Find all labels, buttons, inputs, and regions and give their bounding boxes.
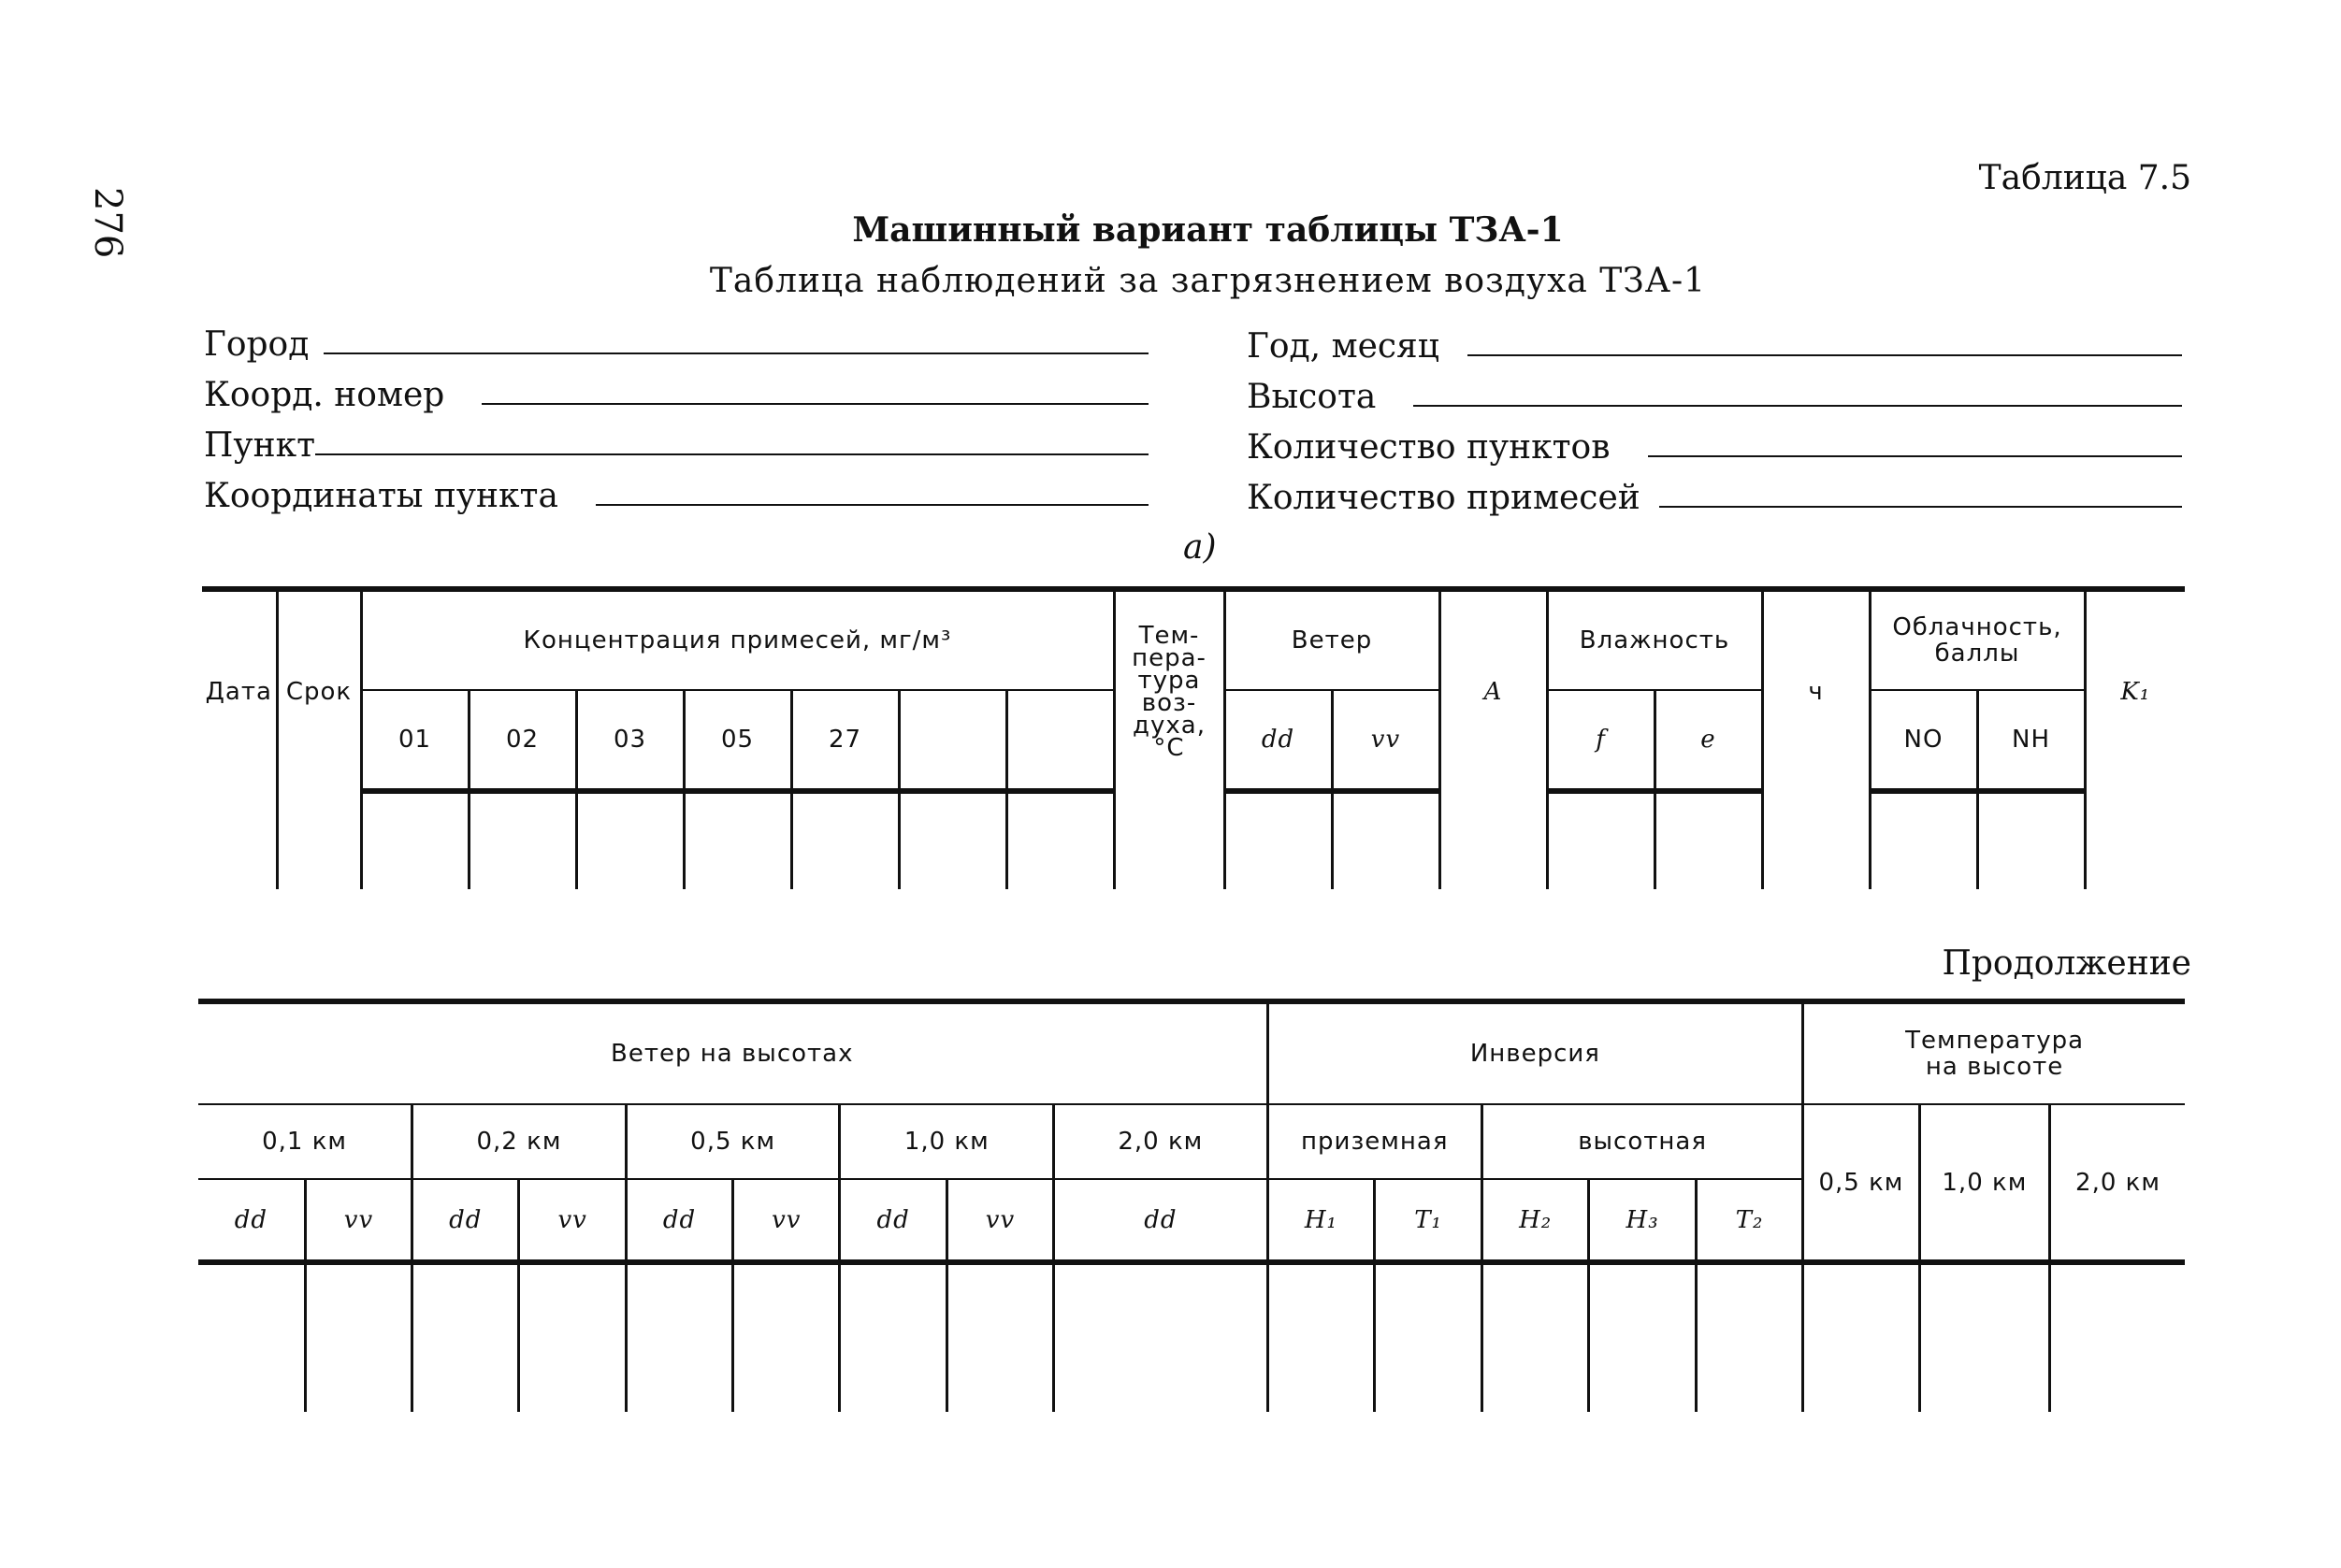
col-t1: T₁ [1375,1179,1482,1259]
table-cell [1375,1262,1482,1412]
temp-col: 2,0 км [2050,1104,2185,1259]
humidity-f: f [1547,690,1655,791]
field-points-count [1247,428,2182,467]
fill-line [1413,405,2182,407]
col-date: Дата [202,589,277,791]
table-cell [277,791,361,889]
fill-line [596,504,1149,506]
fill-line [482,403,1149,405]
col-dd: dd [198,1179,305,1259]
table-row-empty [202,791,2185,889]
table-cell [1332,791,1439,889]
col-vv: vv [733,1179,840,1259]
table-subtitle: Таблица наблюдений за загрязнением воздуха ТЗА-1 [709,262,1707,300]
col-dd: dd [626,1179,732,1259]
conc-col: 02 [469,690,576,791]
fill-line [324,352,1149,354]
field-coord-number [204,376,1149,414]
fill-line [1467,354,2182,356]
part-label: a) [1183,528,1217,567]
table-number: Таблица 7.5 [1978,159,2191,197]
col-humidity: Влажность [1547,589,1762,690]
conc-col: 01 [361,690,469,791]
table-cell [1803,1262,1919,1412]
table-cell [576,791,684,889]
table-cell [1589,1262,1696,1412]
table-cell [1267,1262,1375,1412]
table-cell [1054,1262,1267,1412]
field-label: Коорд. номер [204,376,445,414]
field-year-month [1247,327,2182,366]
table-cell [733,1262,840,1412]
page-number: 276 [86,187,129,259]
table-cell [469,791,576,889]
table-cell [1224,791,1332,889]
field-city [204,325,1149,364]
col-dd: dd [412,1179,519,1259]
continuation-label: Продолжение [1942,944,2191,983]
field-point-coords [204,477,1149,515]
table-cell [412,1262,519,1412]
table-cell [198,1262,305,1412]
humidity-e: e [1655,690,1762,791]
col-concentration: Концентрация примесей, мг/м³ [361,589,1114,690]
table-cell [361,791,469,889]
col-h3: H₃ [1589,1179,1696,1259]
table-cell [1439,791,1547,889]
field-height [1247,378,2182,416]
field-label: Пункт [204,426,315,465]
col-vv: vv [947,1179,1053,1259]
field-label: Количество примесей [1247,479,1640,517]
conc-col: 03 [576,690,684,791]
field-impurities-count [1247,479,2182,517]
col-ch: ч [1762,589,1870,791]
table-cell [684,791,791,889]
col-k1: K₁ [2085,589,2185,791]
table-title: Машинный вариант таблицы ТЗА-1 [852,210,1564,250]
table-cell [305,1262,412,1412]
fill-line [1659,506,2182,508]
col-dd: dd [1054,1179,1267,1259]
col-a: A [1439,589,1547,791]
col-inversion: Инверсия [1267,1001,1803,1104]
table-cell [626,1262,732,1412]
conc-col [899,690,1006,791]
col-h2: H₂ [1481,1179,1588,1259]
temp-col: 1,0 км [1919,1104,2049,1259]
height-col: 0,2 км [412,1104,627,1179]
table-row-empty [198,1262,2185,1412]
height-col: 0,5 км [626,1104,840,1179]
cloud-nh: NH [1977,690,2085,791]
col-ground-inversion: приземная [1267,1104,1481,1179]
col-vv: vv [305,1179,412,1259]
col-h1: H₁ [1267,1179,1375,1259]
field-point [204,426,1149,465]
col-wind: Ветер [1224,589,1439,690]
height-col: 2,0 км [1054,1104,1267,1179]
col-vv: vv [519,1179,626,1259]
table-cell [840,1262,947,1412]
table-cell [791,791,899,889]
table-cell [1114,791,1224,889]
height-col: 0,1 км [198,1104,412,1179]
table-cell [1762,791,1870,889]
table-cell [1977,791,2085,889]
table-cell [1696,1262,1802,1412]
table-cell [1481,1262,1588,1412]
table-cell [899,791,1006,889]
fill-line [315,453,1149,455]
field-label: Высота [1247,378,1377,416]
table-cell [1870,791,1977,889]
table-cell [202,791,277,889]
field-label: Год, месяц [1247,327,1439,366]
cloud-no: NO [1870,690,1977,791]
col-cloudiness: Облачность, баллы [1870,589,2085,690]
col-high-inversion: высотная [1481,1104,1802,1179]
height-col: 1,0 км [840,1104,1054,1179]
table-cell [1547,791,1655,889]
table-cell [2085,791,2185,889]
temp-col: 0,5 км [1803,1104,1919,1259]
col-t2: T₂ [1696,1179,1802,1259]
table-cell [2050,1262,2185,1412]
conc-col: 27 [791,690,899,791]
table-cell [519,1262,626,1412]
wind-vv: vv [1332,690,1439,791]
table-cell [1919,1262,2049,1412]
table-cell [1655,791,1762,889]
col-air-temperature: Тем- пера- тура воз- духа, °C [1114,589,1224,791]
table-observations [202,586,2185,889]
field-label: Количество пунктов [1247,428,1611,467]
wind-dd: dd [1224,690,1332,791]
field-label: Город [204,325,310,364]
col-wind-heights: Ветер на высотах [198,1001,1267,1104]
table-cell [947,1262,1053,1412]
table-continuation [198,999,2185,1412]
col-temp-height: Температура на высоте [1803,1001,2185,1104]
field-label: Координаты пункта [204,477,558,515]
col-term: Срок [277,589,361,791]
fill-line [1648,455,2183,457]
conc-col [1006,690,1114,791]
conc-col: 05 [684,690,791,791]
table-cell [1006,791,1114,889]
col-dd: dd [840,1179,947,1259]
